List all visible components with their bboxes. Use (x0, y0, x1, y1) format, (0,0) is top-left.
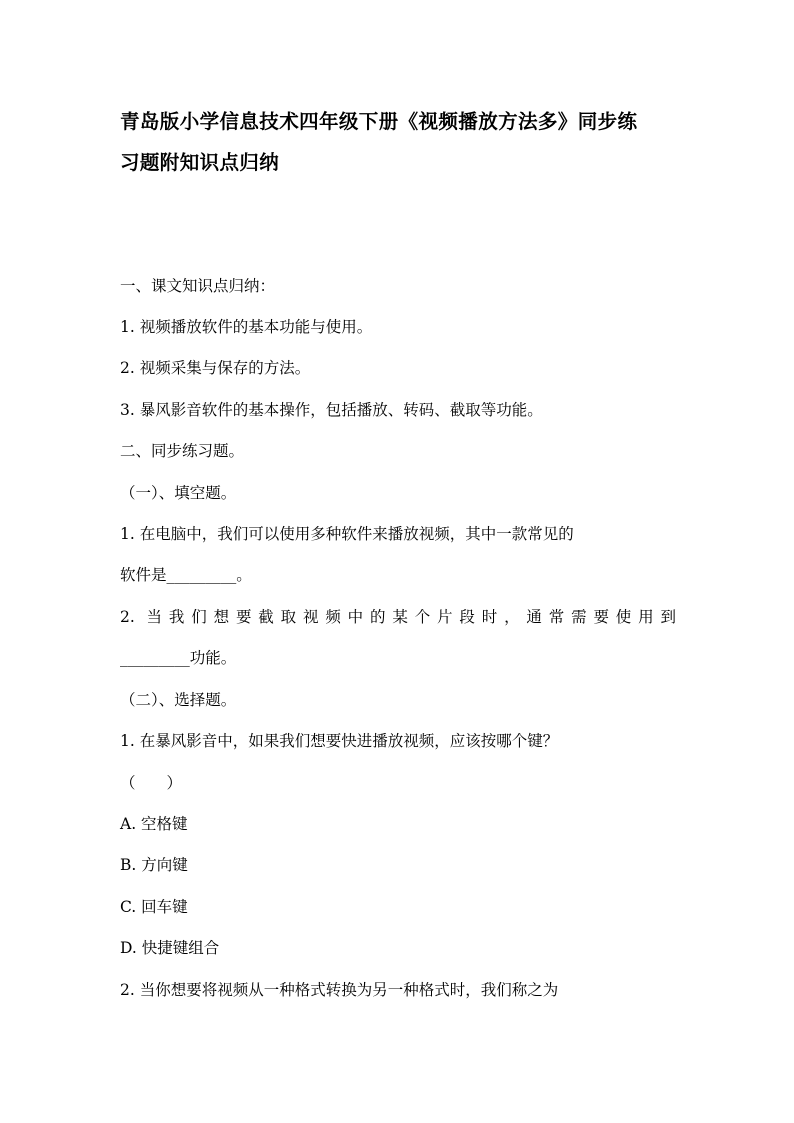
knowledge-point-1: 1. 视频播放软件的基本功能与使用。 (120, 318, 373, 336)
knowledge-point-3: 3. 暴风影音软件的基本操作，包括播放、转码、截取等功能。 (120, 401, 543, 419)
choice-option-b: B. 方向键 (120, 856, 188, 874)
title-line-1: 青岛版小学信息技术四年级下册《视频播放方法多》同步练 (120, 110, 638, 133)
fill-blank-question-1-line-1: 1. 在电脑中，我们可以使用多种软件来播放视频，其中一款常见的 (120, 525, 574, 543)
choice-option-c: C. 回车键 (120, 898, 188, 916)
fill-blank-heading: （一）、填空题。 (120, 484, 237, 502)
choice-option-a: A. 空格键 (120, 815, 188, 833)
knowledge-point-2: 2. 视频采集与保存的方法。 (120, 359, 311, 377)
choice-question-1-answer-paren: （ ） (120, 774, 183, 792)
choice-heading: （二）、选择题。 (120, 691, 237, 709)
fill-blank-question-1-line-2: 软件是_________。 (120, 566, 252, 584)
choice-question-1: 1. 在暴风影音中，如果我们想要快进播放视频，应该按哪个键？ (120, 732, 559, 750)
document-title (120, 101, 680, 183)
title-line-2: 习题附知识点归纳 (120, 151, 280, 174)
section-heading-exercises: 二、同步练习题。 (120, 442, 245, 460)
choice-option-d: D. 快捷键组合 (120, 939, 220, 957)
fill-blank-question-2-line-2: _________功能。 (120, 649, 237, 667)
section-heading-knowledge: 一、课文知识点归纳： (120, 277, 276, 295)
fill-blank-question-2-line-1: 2. 当我们想要截取视频中的某个片段时，通常需要使用到 (120, 608, 676, 626)
choice-question-2: 2. 当你想要将视频从一种格式转换为另一种格式时，我们称之为 (120, 981, 559, 999)
